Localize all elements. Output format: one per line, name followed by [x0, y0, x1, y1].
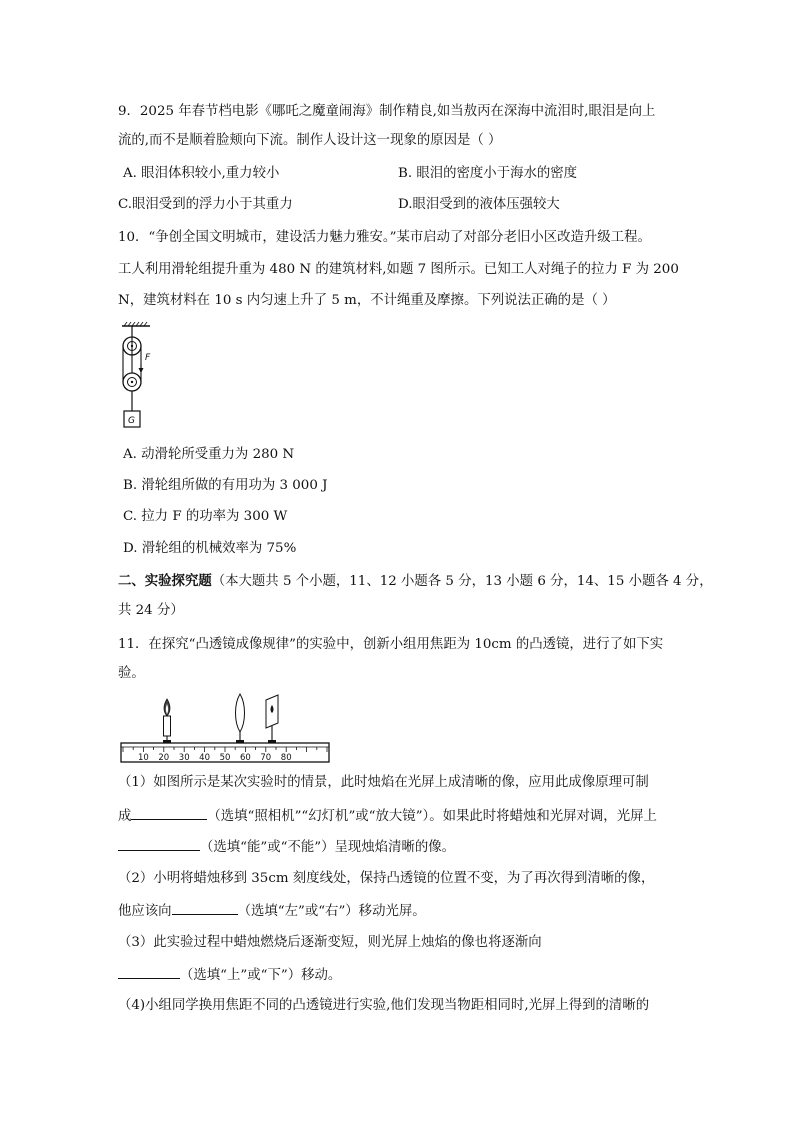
- q11-p2-prefix: 他应该向: [118, 904, 172, 919]
- q11-p3-line1: （3）此实验过程中蜡烛燃烧后逐渐变短，则光屏上烛焰的像也将逐渐向: [118, 935, 542, 950]
- q10-option-c: C. 拉力 F 的功率为 300 W: [123, 509, 288, 524]
- answer-blank-1[interactable]: [131, 805, 207, 820]
- q11-p3-line2: [118, 964, 341, 986]
- q11-stem-line1: 11．在探究“凸透镜成像规律”的实验中，创新小组用焦距为 10cm 的凸透镜，进行了如下实: [118, 637, 664, 652]
- ruler-tick-label: 30: [178, 753, 190, 763]
- q11-p1-line3: [118, 836, 455, 858]
- q9-stem-line1: 9．2025 年春节档电影《哪吒之魔童闹海》制作精良,如当敖丙在深海中流泪时,眼泪是向上: [118, 104, 656, 119]
- q9-option-a: A. 眼泪体积较小,重力较小: [123, 166, 280, 181]
- force-label: F: [145, 353, 151, 363]
- q11-p1-line3-text: （选填“能”或“不能”）呈现烛焰清晰的像。: [200, 840, 456, 855]
- q11-p1-line2: [118, 805, 657, 827]
- section2-desc-line2: 共 24 分）: [118, 603, 184, 618]
- q10-option-b: B. 滑轮组所做的有用功为 3 000 J: [123, 478, 328, 493]
- q10-stem-line1: 10．“争创全国文明城市，建设活力魅力雅安。”某市启动了对部分老旧小区改造升级工程。: [118, 230, 651, 245]
- q11-p2-line2: [118, 900, 426, 922]
- answer-blank-2[interactable]: [118, 836, 200, 851]
- q10-stem-line3: N，建筑材料在 10 s 内匀速上升了 5 m，不计绳重及摩擦。下列说法正确的是（ ）: [118, 293, 616, 308]
- ruler-tick-label: 50: [219, 753, 231, 763]
- q11-p4-line1: （4)小组同学换用焦距不同的凸透镜进行实验,他们发现当物距相同时,光屏上得到的清晰的: [118, 998, 650, 1013]
- pulley-system-figure: [118, 320, 166, 432]
- q11-p1-line1: （1）如图所示是某次实验时的情景，此时烛焰在光屏上成清晰的像，应用此成像原理可制: [118, 775, 649, 790]
- weight-label: G: [128, 416, 135, 426]
- q11-p3-suffix: （选填“上”或“下”）移动。: [180, 968, 342, 983]
- q11-p1-prefix: 成: [118, 809, 132, 824]
- q10-stem-line2: 工人利用滑轮组提升重为 480 N 的建筑材料,如题 7 图所示。已知工人对绳子的拉力 F 为 200: [118, 262, 679, 277]
- section2-desc-line1: （本大题共 5 个小题，11、12 小题各 5 分，13 小题 6 分，14、15 小题各 4 分，: [211, 574, 713, 589]
- ruler-tick-label: 70: [260, 753, 272, 763]
- ruler-tick-label: 10: [137, 753, 149, 763]
- q11-p1-suffix: （选填“照相机”“幻灯机”或“放大镜”）。如果此时将蜡烛和光屏对调，光屏上: [207, 809, 657, 824]
- q11-stem-line2: 验。: [118, 666, 145, 681]
- q9-option-d: D.眼泪受到的液体压强较大: [398, 197, 560, 212]
- optical-bench-figure: [118, 692, 334, 766]
- ruler-tick-label: 60: [239, 753, 251, 763]
- q11-p2-suffix: （选填“左”或“右”）移动光屏。: [237, 904, 426, 919]
- ruler-tick-label: 40: [199, 753, 211, 763]
- section2-title: 二、实验探究题: [118, 573, 212, 589]
- q11-p2-line1: （2）小明将蜡烛移到 35cm 刻度线处，保持凸透镜的位置不变，为了再次得到清晰的像，: [118, 871, 655, 886]
- q9-option-c: C.眼泪受到的浮力小于其重力: [118, 197, 293, 212]
- q10-option-a: A. 动滑轮所受重力为 280 N: [123, 447, 295, 462]
- q9-option-b: B. 眼泪的密度小于海水的密度: [398, 166, 578, 181]
- answer-blank-3[interactable]: [172, 900, 238, 915]
- section2-heading: [118, 571, 713, 592]
- ruler-tick-label: 80: [280, 753, 292, 763]
- ruler-tick-label: 20: [158, 753, 170, 763]
- q9-stem-line2: 流的,而不是顺着脸颊向下流。制作人设计这一现象的原因是（ ）: [118, 133, 502, 148]
- answer-blank-4[interactable]: [118, 964, 180, 979]
- q10-option-d: D. 滑轮组的机械效率为 75%: [123, 541, 297, 556]
